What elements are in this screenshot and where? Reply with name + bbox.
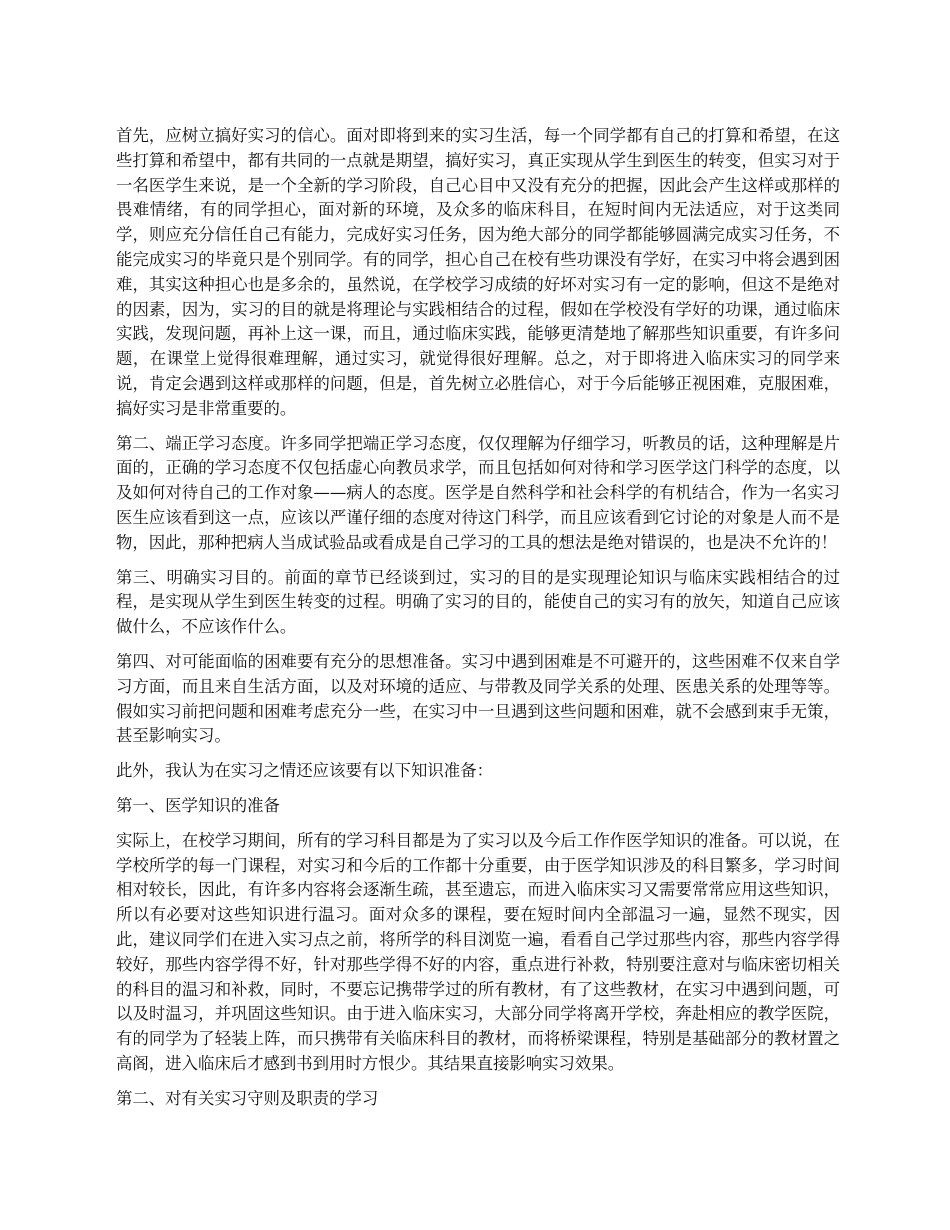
document-page — [116, 124, 840, 1121]
paragraph-attitude: 第二、端正学习态度。许多同学把端正学习态度，仅仅理解为仔细学习，听教员的话，这种理解是片面的，正确的学习态度不仅包括虚心向教员求学，而且包括如何对待和学习医学这门科学的态度，以及如何对待自己的工作对象——病人的态度。医学是自然科学和社会科学的有机结合，作为一名实习医生应该看到这一点，应该以严谨仔细的态度对待这门科学，而且应该看到它讨论的对象是人而不是物，因此，那种把病人当成试验品或看成是自己学习的工具的想法是绝对错误的，也是决不允许的！ — [116, 433, 840, 552]
heading-internship-rules: 第二、对有关实习守则及职责的学习 — [116, 1088, 379, 1108]
intro-knowledge-preparation: 此外，我认为在实习之情还应该要有以下知识准备： — [116, 761, 493, 781]
paragraph-medical-knowledge: 实际上，在校学习期间，所有的学习科目都是为了实习以及今后工作作医学知识的准备。可以说，在学校所学的每一门课程，对实习和今后的工作都十分重要，由于医学知识涉及的科目繁多，学习时间相对较长，因此，有许多内容将会逐渐生疏，甚至遗忘，而进入临床实习又需要常常应用这些知识，所以有必要对这些知识进行温习。面对众多的课程，要在短时间内全部温习一遍，显然不现实，因此，建议同学们在进入实习点之前，将所学的科目浏览一遍，看看自己学过那些内容，那些内容学得较好，那些内容学得不好，针对那些学得不好的内容，重点进行补救，特别要注意对与临床密切相关的科目的温习和补救，同时，不要忘记携带学过的所有教材，有了这些教材，在实习中遇到问题，可以及时温习，并巩固这些知识。由于进入临床实习，大部分同学将离开学校，奔赴相应的教学医院，有的同学为了轻装上阵，而只携带有关临床科目的教材，而将桥梁课程，特别是基础部分的教材置之高阁，进入临床后才感到书到用时方恨少。其结果直接影响实习效果。 — [116, 830, 840, 1073]
paragraph-purpose: 第三、明确实习目的。前面的章节已经谈到过，实习的目的是实现理论知识与临床实践相结合的过程，是实现从学生到医生转变的过程。明确了实习的目的，能使自己的实习有的放矢，知道自己应该做什么，不应该作什么。 — [116, 567, 840, 637]
paragraph-difficulties: 第四、对可能面临的困难要有充分的思想准备。实习中遇到困难是不可避开的，这些困难不仅来自学习方面，而且来自生活方面，以及对环境的适应、与带教及同学关系的处理、医患关系的处理等等。假如实习前把问题和困难考虑充分一些，在实习中一旦遇到这些问题和困难，就不会感到束手无策，甚至影响实习。 — [116, 651, 840, 746]
heading-medical-knowledge: 第一、医学知识的准备 — [116, 795, 280, 815]
paragraph-confidence: 首先，应树立搞好实习的信心。面对即将到来的实习生活，每一个同学都有自己的打算和希望，在这些打算和希望中，都有共同的一点就是期望，搞好实习，真正实现从学生到医生的转变，但实习对于一名医学生来说，是一个全新的学习阶段，自己心目中又没有充分的把握，因此会产生这样或那样的畏难情绪，有的同学担心，面对新的环境，及众多的临床科目，在短时间内无法适应，对于这类同学，则应充分信任自己有能力，完成好实习任务，因为绝大部分的同学都能够圆满完成实习任务，不能完成实习的毕竟只是个别同学。有的同学，担心自己在校有些功课没有学好，在实习中将会遇到困难，其实这种担心也是多余的，虽然说，在学校学习成绩的好坏对实习有一定的影响，但这不是绝对的因素，因为，实习的目的就是将理论与实践相结合的过程，假如在学校没有学好的功课，通过临床实践，发现问题，再补上这一课，而且，通过临床实践，能够更清楚地了解那些知识重要，有许多问题，在课堂上觉得很难理解，通过实习，就觉得很好理解。总之，对于即将进入临床实习的同学来说，肯定会遇到这样或那样的问题，但是，首先树立必胜信心，对于今后能够正视困难，克服困难，搞好实习是非常重要的。 — [116, 126, 840, 418]
